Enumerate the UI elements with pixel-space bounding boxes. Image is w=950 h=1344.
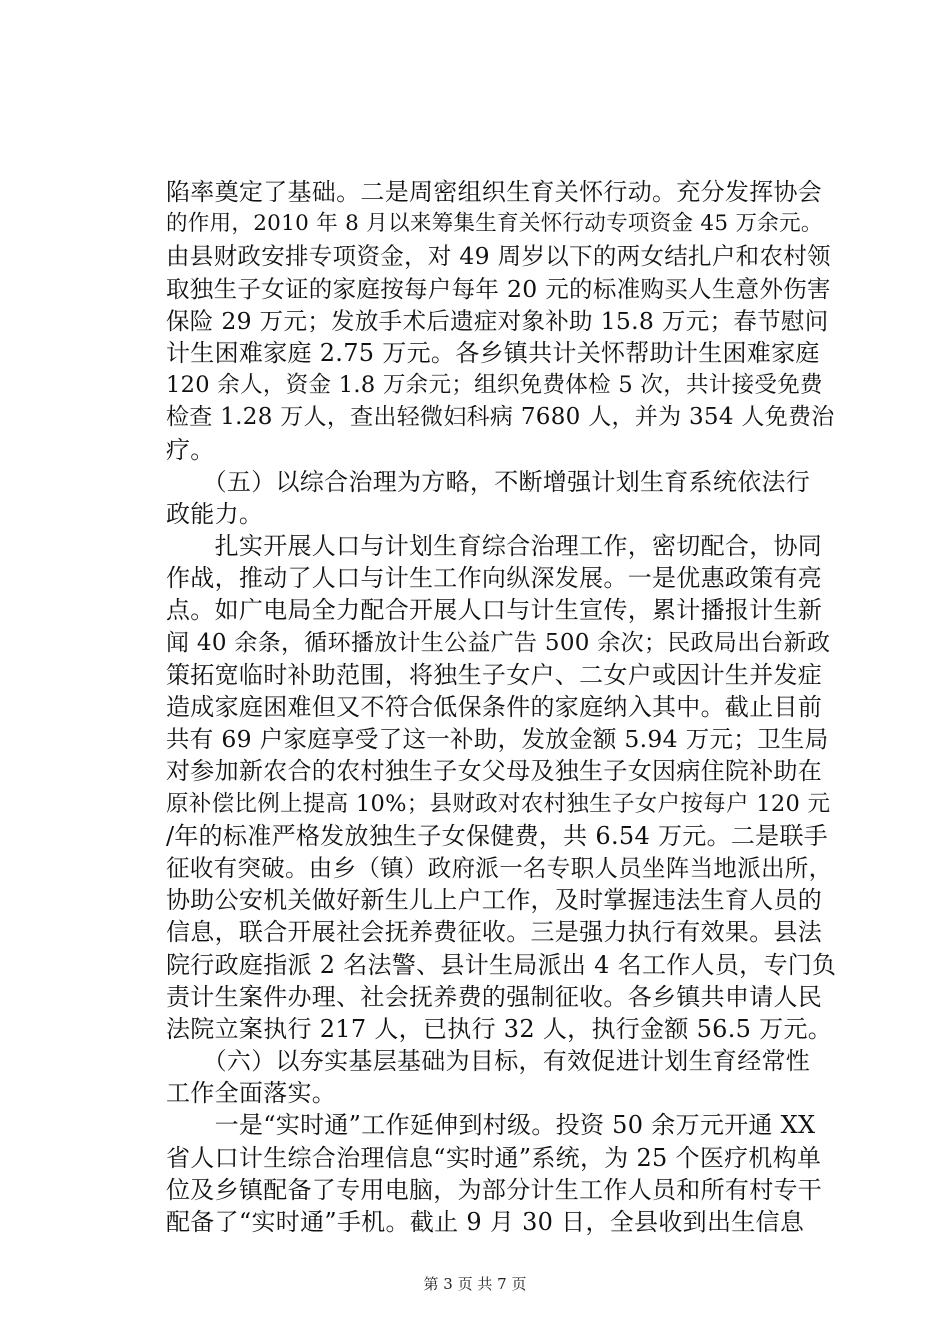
section-heading-line: （五）以综合治理为方略，不断增强计划生育系统依法行 — [166, 467, 811, 496]
text-line: 省人口计生综合治理信息“实时通”系统，为 25 个医疗机构单 — [166, 1143, 822, 1172]
page-number: 第 3 页 共 7 页 — [423, 1275, 527, 1293]
text-line: 120 余人，资金 1.8 万余元；组织免费体检 5 次，共计接受免费 — [166, 372, 823, 399]
text-line: 共有 69 户家庭享受了这一补助，发放金额 5.94 万元；卫生局 — [166, 725, 829, 754]
section-heading-line: 工作全面落实。 — [166, 1079, 337, 1108]
text-line: 原补偿比例上提高 10%；县财政对农村独生子女户按每户 120 元 — [166, 790, 831, 817]
text-line: 陷率奠定了基础。二是周密组织生育关怀行动。充分发挥协会 — [166, 178, 823, 206]
text-line: 对参加新农合的农村独生子女父母及独生子女因病住院补助在 — [166, 757, 823, 786]
text-line: 协助公安机关做好新生儿上户工作，及时掌握违法生育人员的 — [166, 886, 823, 915]
text-line: 由县财政安排专项资金，对 49 周岁以下的两女结扎户和农村领 — [166, 242, 831, 271]
text-line: 一是“实时通”工作延伸到村级。投资 50 余万元开通 XX — [166, 1111, 816, 1140]
text-line: 闻 40 余条，循环播放计生公益广告 500 余次；民政局出台新政 — [166, 629, 831, 656]
text-line: 取独生子女证的家庭按每户每年 20 元的标准购买人生意外伤害 — [166, 274, 831, 303]
text-line: 位及乡镇配备了专用电脑，为部分计生工作人员和所有村专干 — [166, 1175, 823, 1204]
text-line: 扎实开展人口与计划生育综合治理工作，密切配合，协同 — [166, 532, 823, 561]
page-footer — [0, 1273, 950, 1294]
text-line: 造成家庭困难但又不符合低保条件的家庭纳入其中。截止目前 — [166, 693, 823, 721]
text-line: 的作用，2010 年 8 月以来筹集生育关怀行动专项资金 45 万余元。 — [166, 211, 823, 237]
text-line: 策拓宽临时补助范围，将独生子女户、二女户或因计生并发症 — [166, 660, 823, 689]
text-line: 信息，联合开展社会抚养费征收。三是强力执行有效果。县法 — [166, 918, 823, 947]
text-line: 院行政庭指派 2 名法警、县计生局派出 4 名工作人员，专门负 — [166, 950, 836, 979]
text-line: 疗。 — [166, 435, 215, 464]
document-body — [166, 176, 836, 1238]
text-line: 计生困难家庭 2.75 万元。各乡镇共计关怀帮助计生困难家庭 — [166, 338, 820, 367]
text-line: 检查 1.28 万人，查出轻微妇科病 7680 人，并为 354 人免费治 — [166, 404, 835, 431]
section-heading-line: 政能力。 — [166, 499, 264, 528]
text-line: 责计生案件办理、社会抚养费的强制征收。各乡镇共申请人民 — [166, 982, 823, 1011]
section-heading-line: （六）以夯实基层基础为目标，有效促进计划生育经常性 — [166, 1047, 811, 1076]
text-line: 征收有突破。由乡（镇）政府派一名专职人员坐阵当地派出所， — [166, 853, 833, 882]
text-line: 保险 29 万元；发放手术后遗症对象补助 15.8 万元；春节慰问 — [166, 306, 829, 335]
text-line: /年的标准严格发放独生子女保健费，共 6.54 万元。二是联手 — [166, 821, 829, 850]
text-line: 点。如广电局全力配合开展人口与计生宣传，累计播报计生新 — [166, 596, 823, 625]
text-line: 配备了“实时通”手机。截止 9 月 30 日，全县收到出生信息 — [166, 1208, 805, 1236]
text-line: 法院立案执行 217 人，已执行 32 人，执行金额 56.5 万元。 — [166, 1014, 833, 1043]
text-line: 作战，推动了人口与计生工作向纵深发展。一是优惠政策有亮 — [166, 564, 823, 593]
